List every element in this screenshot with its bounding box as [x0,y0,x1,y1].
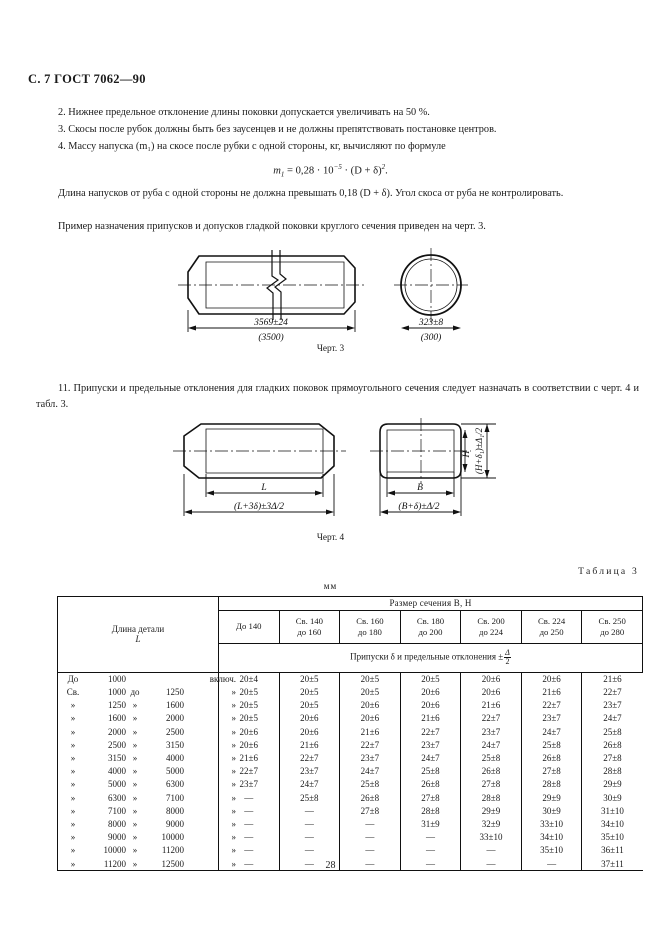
cell: — [400,857,461,871]
cell: 21±6 [582,672,643,686]
table-row [58,752,643,765]
range-mid: » [132,858,138,869]
row-range-13 [58,831,236,844]
table-header-col-3-line2: до 180 [357,626,382,637]
row-range-3 [58,699,236,712]
formula-exponent: −5 [333,163,342,171]
cell: 27±8 [582,752,643,765]
cell: 23±7 [582,699,643,712]
formula-tail: · (D + δ) [344,165,382,177]
range-to: 6300 [166,779,184,790]
table-head-row-1 [58,597,643,611]
range-mid: » [132,739,138,750]
cell: 20±6 [461,686,522,699]
table-header-col-1 [219,610,280,643]
cell: — [461,844,522,857]
range-mid: » [132,845,138,856]
cell: 23±7 [340,752,401,765]
range-to: 12500 [161,858,184,869]
cell: 27±8 [340,804,401,817]
cell: — [400,844,461,857]
range-mid: » [132,700,138,711]
cell: 24±7 [340,765,401,778]
row-range-12 [58,818,236,831]
cell: 27±8 [521,765,582,778]
range-prefix: » [70,713,76,724]
range-mid: » [132,792,138,803]
range-from: 1600 [108,713,126,724]
paragraph-napusk [36,186,639,202]
cell: 30±9 [521,804,582,817]
cell: — [340,844,401,857]
table-header-col-7-line2: до 280 [600,626,625,637]
cell: 22±7 [461,712,522,725]
row-range-9 [58,778,236,791]
table-header-col-7 [582,610,643,643]
cell: 26±8 [400,778,461,791]
row-range-5 [58,725,236,738]
range-suffix: » [231,832,236,843]
figure-4-B-total-dim: (B+δ)±Δ/2 [397,502,440,512]
clauses-block [36,105,639,156]
cell: 20±5 [219,699,280,712]
range-prefix: » [70,792,76,803]
range-mid: » [132,779,138,790]
range-to: 1250 [166,687,184,698]
row-range-14 [58,844,236,857]
range-mid: » [132,753,138,764]
range-mid: до [130,687,140,698]
range-from: 2000 [108,726,126,737]
figure-3-diameter-dim: 323±8 [418,318,443,328]
cell: 20±6 [279,725,340,738]
range-mid: » [132,726,138,737]
table-header-col-2-line1: Св. 140 [295,616,323,627]
cell: 20±6 [279,712,340,725]
cell: 34±10 [521,831,582,844]
range-prefix: » [70,858,76,869]
range-from: 9000 [108,832,126,843]
range-to: 7100 [166,792,184,803]
range-suffix: » [231,818,236,829]
range-suffix: » [231,753,236,764]
table-header-col-6 [521,610,582,643]
cell: 20±5 [279,699,340,712]
cell: 29±9 [582,778,643,791]
table-header-col-3-line1: Св. 160 [356,616,384,627]
fraction-numerator: Δ [505,648,510,658]
cell: 26±8 [461,765,522,778]
cell: — [521,857,582,871]
cell: — [279,818,340,831]
cell: 20±5 [340,672,401,686]
row-range-11 [58,804,236,817]
table-header-col-4-line2: до 200 [418,626,443,637]
cell: 29±9 [461,804,522,817]
paragraph-primer-text: Пример назначения припусков и допусков гладкой поковки круглого сечения приведен на черт. 3. [58,221,486,232]
range-to: 8000 [166,805,184,816]
formula-rhs: = 0,28 · 10 [287,165,334,177]
range-suffix: » [231,766,236,777]
table-3-head [58,597,643,673]
cell: 24±7 [461,739,522,752]
row-range-7 [58,752,236,765]
range-prefix: » [70,700,76,711]
cell: 28±8 [461,791,522,804]
range-mid: » [132,766,138,777]
range-to: 11200 [161,845,184,856]
range-suffix: » [231,739,236,750]
cell: 25±8 [461,752,522,765]
table-3 [57,596,643,871]
cell: 21±6 [400,712,461,725]
figure-3 [0,248,661,354]
table-row [58,712,643,725]
cell: — [219,791,280,804]
cell: 23±7 [219,778,280,791]
cell: 20±5 [279,686,340,699]
range-from: 7100 [108,805,126,816]
range-from: 10000 [103,845,126,856]
cell: 22±7 [279,752,340,765]
cell: 21±6 [521,686,582,699]
row-range-1 [58,672,236,686]
cell: 20±6 [340,712,401,725]
table-header-length-label: Длина детали [111,623,165,634]
table-header-col-7-line1: Св. 250 [598,616,626,627]
cell: 20±6 [340,699,401,712]
table-header-allowance-fraction [504,649,511,666]
cell: 24±7 [279,778,340,791]
range-prefix: » [70,845,76,856]
cell: 33±10 [461,831,522,844]
cell: 21±6 [279,739,340,752]
cell: 20±6 [400,686,461,699]
table-row [58,686,643,699]
cell: 31±9 [400,818,461,831]
range-to: 3150 [166,739,184,750]
cell: — [279,804,340,817]
range-prefix: » [70,753,76,764]
range-prefix: » [70,739,76,750]
table-header-col-4-line1: Св. 180 [416,616,445,627]
table-header-col-3 [340,610,401,643]
figure-4-L-dim: L [260,483,267,493]
cell: 20±5 [279,672,340,686]
cell: 28±8 [582,765,643,778]
cell: 27±8 [400,791,461,804]
range-to: 5000 [166,766,184,777]
figure-3-length-nominal: (3500) [257,333,284,343]
cell: 24±7 [521,725,582,738]
cell: 20±5 [400,672,461,686]
row-range-10 [58,791,236,804]
clause-2: 2. Нижнее предельное отклонение длины поковки допускается увеличивать на 50 %. [58,107,430,118]
range-prefix: Св. [66,687,80,698]
row-range-8 [58,765,236,778]
table-header-col-6-line2: до 250 [539,626,564,637]
row-range-4 [58,712,236,725]
range-from: 5000 [108,779,126,790]
cell: 32±9 [461,818,522,831]
table-header-length-symbol: L [135,634,141,645]
formula-tail-exponent: 2 [381,163,386,171]
range-from: 2500 [108,739,126,750]
cell: 27±8 [461,778,522,791]
cell: — [400,831,461,844]
cell: — [219,804,280,817]
cell: 22±7 [521,699,582,712]
cell: 24±7 [400,752,461,765]
figure-4-L-total-dim: (L+3δ)±3Δ/2 [233,502,284,512]
range-to: 2500 [166,726,184,737]
row-range-6 [58,739,236,752]
cell: 22±7 [400,725,461,738]
range-from: 1250 [108,700,126,711]
table-header-length-cell [58,597,219,673]
table-header-section-span: Размер сечения B, H [219,597,643,611]
formula-lhs: m [273,165,281,177]
formula-mass-napusk [0,163,661,179]
table-3-body [58,672,643,871]
range-from: 4000 [108,766,126,777]
cell: 31±10 [582,804,643,817]
range-to: 10000 [161,832,184,843]
table-row [58,791,643,804]
table-row [58,831,643,844]
cell: 22±7 [340,739,401,752]
range-suffix: » [231,845,236,856]
cell: 22±7 [582,686,643,699]
table-header-col-4 [400,610,461,643]
table-header-allowance-sign: ± [498,651,504,662]
paragraph-primer [36,219,639,235]
range-suffix: » [231,700,236,711]
cell: 21±6 [340,725,401,738]
cell: 28±8 [521,778,582,791]
table-header-col-5-line2: до 224 [479,626,504,637]
range-suffix: » [231,805,236,816]
range-to: 1600 [166,700,184,711]
cell: 20±6 [521,672,582,686]
range-suffix: » [231,726,236,737]
range-suffix: » [231,687,236,698]
table-header-col-2 [279,610,340,643]
cell: 29±9 [521,791,582,804]
cell: 30±9 [582,791,643,804]
row-range-2 [58,686,236,699]
cell: 20±5 [340,686,401,699]
cell: — [340,857,401,871]
range-mid: » [132,805,138,816]
cell: 35±10 [521,844,582,857]
table-header-allowance [219,643,643,672]
range-prefix: » [70,766,76,777]
range-prefix: » [70,805,76,816]
cell: — [219,844,280,857]
range-from: 8000 [108,818,126,829]
cell: — [340,831,401,844]
cell: 20±6 [219,739,280,752]
figure-3-caption: Черт. 3 [316,344,345,354]
table-3-units: мм [323,581,338,591]
cell: 25±8 [582,725,643,738]
page-number: 28 [325,860,336,871]
cell: 26±8 [340,791,401,804]
cell: 20±6 [400,699,461,712]
cell: 20±5 [219,712,280,725]
cell: 26±8 [521,752,582,765]
range-mid: » [132,713,138,724]
cell: — [219,818,280,831]
cell: — [340,818,401,831]
table-header-col-5-line1: Св. 200 [477,616,505,627]
cell: 26±8 [582,739,643,752]
formula-period: . [385,165,388,177]
table-row [58,699,643,712]
cell: — [219,857,280,871]
cell: 23±7 [279,765,340,778]
table-header-col-5 [461,610,522,643]
cell: 25±8 [521,739,582,752]
cell: 25±8 [400,765,461,778]
table-row [58,725,643,738]
range-from: 11200 [103,858,126,869]
formula-lhs-sub: 1 [280,170,285,179]
cell: 25±8 [279,791,340,804]
table-row [58,818,643,831]
table-row [58,804,643,817]
table-header-col-2-line2: до 160 [297,626,322,637]
range-mid: » [132,818,138,829]
figure-4-H-total-dim: (H+δ₁)±Δ₁/2 [473,427,484,475]
clause-4: 4. Массу напуска (m₁) на скосе после рубки с одной стороны, кг, вычисляют по формуле [58,140,446,152]
cell: — [461,857,522,871]
cell: 21±6 [219,752,280,765]
table-3-label: Таблица 3 [578,566,639,577]
cell: 23±7 [461,725,522,738]
table-row [58,778,643,791]
cell: 22±7 [219,765,280,778]
cell: 37±11 [582,857,643,871]
range-to: 9000 [166,818,184,829]
cell: — [279,857,340,871]
range-to: 4000 [166,753,184,764]
range-mid: » [132,832,138,843]
paragraph-clause-11 [36,381,639,414]
range-to: 2000 [166,713,184,724]
cell: — [219,831,280,844]
range-from: 1000 [108,673,126,684]
range-suffix: включ. [209,673,236,684]
cell: 20±4 [219,672,280,686]
cell: 36±11 [582,844,643,857]
cell: 34±10 [582,818,643,831]
table-header-allowance-label: Припуски δ и предельные отклонения [350,651,496,662]
range-prefix: До [67,673,79,684]
table-row [58,844,643,857]
cell: 23±7 [400,739,461,752]
range-from: 1000 [108,687,126,698]
cell: 20±5 [219,686,280,699]
range-suffix: » [231,779,236,790]
cell: — [279,831,340,844]
cell: — [279,844,340,857]
figure-3-length-dim: 3569±24 [253,318,288,328]
page-header: С. 7 ГОСТ 7062—90 [28,72,146,86]
cell: 20±6 [461,672,522,686]
cell: 33±10 [521,818,582,831]
range-suffix: » [231,858,236,869]
figure-4-caption: Черт. 4 [316,533,345,543]
paragraph-clause-11-text: 11. Припуски и предельные отклонения для гладких поковок прямоугольного сечения следует назначать в соответствии с черт. 4 и табл. 3. [36,383,639,411]
cell: 21±6 [461,699,522,712]
fraction-denominator: 2 [505,657,510,667]
figure-4-H-dim: H [461,450,472,458]
clause-3: 3. Скосы после рубок должны быть без заусенцев и не должны препятствовать постановке центров. [58,123,497,135]
cell: 28±8 [400,804,461,817]
cell: 20±6 [219,725,280,738]
table-row [58,672,643,686]
cell: 35±10 [582,831,643,844]
cell: 24±7 [582,712,643,725]
table-header-col-6-line1: Св. 224 [537,616,566,627]
table-header-col-1-line1: До 140 [236,621,262,632]
range-suffix: » [231,792,236,803]
range-from: 6300 [108,792,126,803]
range-prefix: » [70,726,76,737]
table-row [58,765,643,778]
table-row [58,739,643,752]
figure-3-diameter-nominal: (300) [420,333,441,343]
range-from: 3150 [108,753,126,764]
figure-4-drawing [151,414,511,532]
figure-4 [0,414,661,543]
cell: 23±7 [521,712,582,725]
figure-4-B-dim: B [416,483,423,493]
paragraph-napusk-text: Длина напусков от руба с одной стороны не должна превышать 0,18 (D + δ). Угол скоса от руба не контролировать. [58,188,564,199]
range-prefix: » [70,832,76,843]
range-prefix: » [70,818,76,829]
figure-3-drawing [166,248,496,343]
cell: 25±8 [340,778,401,791]
range-prefix: » [70,779,76,790]
range-suffix: » [231,713,236,724]
